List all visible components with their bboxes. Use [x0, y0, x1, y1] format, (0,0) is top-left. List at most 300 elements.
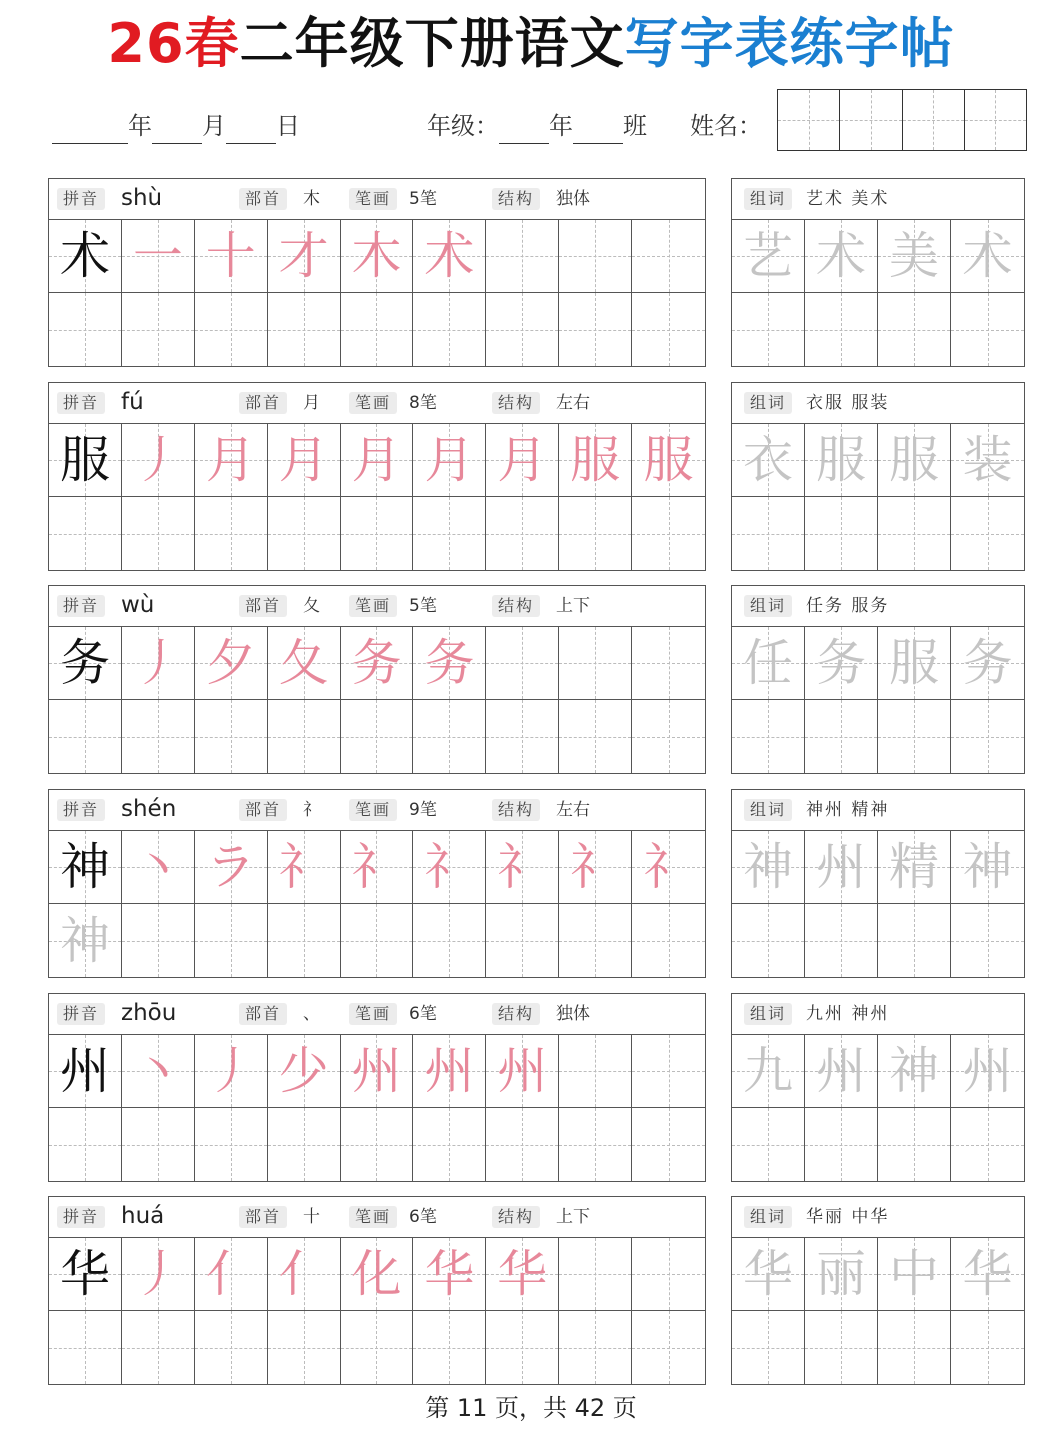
words-cell[interactable]	[805, 627, 878, 700]
practice-cell[interactable]	[559, 1238, 632, 1311]
strokes-value: 6笔	[409, 1004, 437, 1024]
words-grid	[732, 1238, 1024, 1384]
practice-cell	[49, 424, 122, 497]
practice-cell[interactable]	[486, 1311, 559, 1384]
char-info-header	[49, 179, 705, 220]
stroke-order-step: 礻	[570, 838, 621, 896]
stroke-order-step: 丿	[132, 1245, 183, 1303]
trace-word-character: 华	[962, 1245, 1013, 1303]
words-block-5	[731, 993, 1025, 1182]
char-block-3	[48, 585, 706, 774]
trace-word-character: 服	[816, 431, 866, 489]
words-cell[interactable]	[732, 293, 805, 366]
practice-cell[interactable]	[559, 293, 632, 366]
practice-cell[interactable]	[559, 904, 632, 977]
trace-word-character: 术	[816, 227, 866, 285]
words-cell[interactable]	[732, 1238, 805, 1311]
day-blank[interactable]	[226, 117, 276, 144]
practice-cell[interactable]	[413, 497, 486, 570]
stroke-order-cell	[486, 831, 559, 904]
stroke-order-step: 月	[278, 431, 329, 489]
strokes-value: 8笔	[409, 393, 437, 413]
radical-tag: 部首	[239, 595, 287, 617]
words-value: 华丽 中华	[806, 1207, 890, 1227]
practice-cell[interactable]	[559, 497, 632, 570]
practice-cell[interactable]	[49, 497, 122, 570]
stroke-order-cell	[195, 1238, 268, 1311]
stroke-order-cell	[559, 831, 632, 904]
stroke-order-step: 木	[351, 227, 402, 285]
words-cell[interactable]	[732, 700, 805, 773]
structure-tag: 结构	[492, 595, 540, 617]
words-value: 任务 服务	[806, 596, 890, 616]
words-header	[732, 790, 1024, 831]
practice-cell[interactable]	[341, 904, 414, 977]
stroke-order-cell	[486, 1035, 559, 1108]
trace-word-character: 神	[743, 838, 793, 896]
radical-tag: 部首	[239, 799, 287, 821]
practice-cell[interactable]	[49, 1108, 122, 1181]
radical-value: 礻	[303, 800, 320, 820]
structure-value: 左右	[556, 800, 590, 820]
words-block-4	[731, 789, 1025, 978]
practice-cell[interactable]	[632, 293, 705, 366]
words-header	[732, 994, 1024, 1035]
words-cell[interactable]	[732, 831, 805, 904]
trace-word-character: 务	[816, 634, 866, 692]
char-info-header	[49, 790, 705, 831]
trace-word-character: 神	[889, 1042, 939, 1100]
practice-cell[interactable]	[195, 293, 268, 366]
stroke-order-step: 才	[278, 227, 329, 285]
stroke-order-step: 务	[424, 634, 475, 692]
practice-cell[interactable]	[122, 1311, 195, 1384]
words-cell[interactable]	[805, 1035, 878, 1108]
strokes-value: 6笔	[409, 1207, 437, 1227]
month-label: 月	[202, 112, 226, 140]
practice-cell[interactable]	[413, 700, 486, 773]
structure-value: 上下	[556, 1207, 590, 1227]
practice-cell[interactable]	[559, 1108, 632, 1181]
practice-cell[interactable]	[122, 1108, 195, 1181]
title-part-3: 写字表练字帖	[624, 12, 955, 75]
stroke-order-step: 服	[570, 431, 621, 489]
words-tag: 组词	[744, 1003, 792, 1025]
practice-cell[interactable]	[632, 497, 705, 570]
stroke-order-step: 化	[351, 1245, 402, 1303]
date-line	[52, 108, 300, 144]
words-block-1	[731, 178, 1025, 367]
practice-cell[interactable]	[632, 1238, 705, 1311]
practice-cell[interactable]	[268, 497, 341, 570]
stroke-order-cell	[122, 1238, 195, 1311]
pinyin-tag: 拼音	[57, 1206, 105, 1228]
words-cell[interactable]	[732, 497, 805, 570]
trace-word-character: 衣	[743, 431, 793, 489]
pinyin-value: huá	[121, 1203, 165, 1229]
practice-cell[interactable]	[632, 1311, 705, 1384]
practice-cell[interactable]	[195, 1311, 268, 1384]
stroke-order-cell	[341, 1238, 414, 1311]
practice-cell	[49, 1238, 122, 1311]
stroke-order-cell	[122, 424, 195, 497]
stroke-order-cell	[122, 627, 195, 700]
char-block-6	[48, 1196, 706, 1385]
words-cell[interactable]	[732, 627, 805, 700]
words-cell[interactable]	[878, 904, 951, 977]
stroke-order-cell	[268, 1035, 341, 1108]
stroke-order-step: 礻	[424, 838, 475, 896]
words-cell[interactable]	[732, 424, 805, 497]
stroke-order-step: ラ	[205, 838, 256, 896]
words-cell[interactable]	[878, 1238, 951, 1311]
words-tag: 组词	[744, 188, 792, 210]
stroke-order-cell	[413, 1238, 486, 1311]
pinyin-value: fú	[121, 389, 144, 415]
name-cell[interactable]	[903, 90, 965, 150]
practice-cell[interactable]	[49, 293, 122, 366]
structure-value: 独体	[556, 189, 590, 209]
stroke-order-step: 丿	[132, 431, 183, 489]
stroke-order-cell	[413, 627, 486, 700]
practice-cell[interactable]	[486, 293, 559, 366]
name-cell[interactable]	[965, 90, 1026, 150]
practice-cell	[49, 1035, 122, 1108]
words-cell[interactable]	[805, 424, 878, 497]
words-grid	[732, 831, 1024, 977]
words-tag: 组词	[744, 392, 792, 414]
stroke-order-cell	[268, 424, 341, 497]
pinyin-value: shén	[121, 796, 177, 822]
stroke-order-step: 术	[424, 227, 475, 285]
practice-grid	[49, 1238, 705, 1384]
words-cell[interactable]	[878, 627, 951, 700]
practice-cell[interactable]	[413, 904, 486, 977]
grade-label: 年级：	[427, 112, 499, 140]
page-number: 第 11 页，共 42 页	[425, 1394, 637, 1422]
stroke-order-step: 服	[643, 431, 694, 489]
practice-cell[interactable]	[559, 1311, 632, 1384]
practice-cell[interactable]	[486, 627, 559, 700]
stroke-order-cell	[195, 220, 268, 293]
stroke-order-cell	[413, 220, 486, 293]
stroke-order-cell	[413, 831, 486, 904]
trace-word-character: 精	[889, 838, 939, 896]
name-boxes[interactable]	[777, 89, 1027, 151]
words-cell[interactable]	[732, 1311, 805, 1384]
grade-unit: 年	[549, 112, 573, 140]
stroke-order-step: 十	[205, 227, 256, 285]
stroke-order-step: 一	[132, 227, 183, 285]
trace-word-character: 九	[743, 1042, 793, 1100]
practice-cell[interactable]	[195, 904, 268, 977]
practice-cell[interactable]	[49, 1311, 122, 1384]
words-cell[interactable]	[732, 220, 805, 293]
char-block-2	[48, 382, 706, 571]
words-cell[interactable]	[878, 293, 951, 366]
structure-tag: 结构	[492, 392, 540, 414]
stroke-order-step: 月	[205, 431, 256, 489]
words-cell[interactable]	[878, 1311, 951, 1384]
practice-cell[interactable]	[632, 700, 705, 773]
radical-tag: 部首	[239, 1003, 287, 1025]
practice-cell[interactable]	[195, 497, 268, 570]
name-cell[interactable]	[778, 90, 840, 150]
day-label: 日	[276, 112, 300, 140]
practice-cell[interactable]	[413, 1108, 486, 1181]
practice-grid	[49, 424, 705, 570]
practice-cell[interactable]	[268, 1311, 341, 1384]
pinyin-tag: 拼音	[57, 188, 105, 210]
stroke-order-cell	[341, 424, 414, 497]
words-grid	[732, 1035, 1024, 1181]
stroke-order-step: 少	[278, 1042, 329, 1100]
stroke-order-cell	[268, 1238, 341, 1311]
pinyin-value: zhōu	[121, 1000, 177, 1026]
radical-value: 十	[303, 1207, 320, 1227]
practice-cell[interactable]	[632, 627, 705, 700]
grade-blank[interactable]	[499, 117, 549, 144]
words-cell[interactable]	[805, 293, 878, 366]
radical-value: 木	[303, 189, 320, 209]
structure-tag: 结构	[492, 1206, 540, 1228]
trace-character: 神	[59, 911, 110, 970]
practice-cell[interactable]	[413, 1311, 486, 1384]
practice-cell[interactable]	[486, 904, 559, 977]
title-part-2: 二年级下册语文	[239, 12, 625, 75]
stroke-order-cell	[341, 831, 414, 904]
practice-cell[interactable]	[486, 1108, 559, 1181]
class-line	[427, 108, 647, 144]
structure-value: 左右	[556, 393, 590, 413]
class-blank[interactable]	[573, 117, 623, 144]
pinyin-tag: 拼音	[57, 1003, 105, 1025]
strokes-tag: 笔画	[349, 1003, 397, 1025]
words-cell[interactable]	[951, 497, 1024, 570]
practice-cell[interactable]	[632, 1035, 705, 1108]
char-block-1	[48, 178, 706, 367]
stroke-order-cell	[195, 627, 268, 700]
practice-cell[interactable]	[49, 904, 122, 977]
words-grid	[732, 627, 1024, 773]
practice-cell[interactable]	[559, 700, 632, 773]
strokes-value: 5笔	[409, 596, 437, 616]
words-header	[732, 1197, 1024, 1238]
strokes-tag: 笔画	[349, 188, 397, 210]
stroke-order-cell	[632, 831, 705, 904]
words-cell[interactable]	[805, 700, 878, 773]
words-cell[interactable]	[878, 700, 951, 773]
practice-cell[interactable]	[195, 1108, 268, 1181]
trace-word-character: 务	[962, 634, 1013, 692]
strokes-tag: 笔画	[349, 392, 397, 414]
practice-cell[interactable]	[341, 1108, 414, 1181]
words-cell[interactable]	[805, 220, 878, 293]
words-cell[interactable]	[732, 1108, 805, 1181]
stroke-order-step: 礻	[278, 838, 329, 896]
practice-cell[interactable]	[268, 700, 341, 773]
words-cell[interactable]	[951, 1311, 1024, 1384]
practice-cell[interactable]	[122, 293, 195, 366]
strokes-value: 9笔	[409, 800, 437, 820]
model-character: 华	[59, 1245, 110, 1303]
stroke-order-step: 亻	[278, 1245, 329, 1303]
stroke-order-step: 月	[424, 431, 475, 489]
trace-word-character: 州	[816, 838, 866, 896]
stroke-order-step: 丿	[205, 1042, 256, 1100]
year-label: 年	[128, 112, 152, 140]
stroke-order-cell	[341, 1035, 414, 1108]
stroke-order-step: 华	[424, 1245, 475, 1303]
words-cell[interactable]	[805, 831, 878, 904]
model-character: 服	[59, 431, 110, 489]
name-cell[interactable]	[840, 90, 902, 150]
practice-grid	[49, 831, 705, 977]
practice-cell	[49, 627, 122, 700]
words-cell[interactable]	[951, 1238, 1024, 1311]
trace-word-character: 州	[962, 1042, 1013, 1100]
radical-tag: 部首	[239, 392, 287, 414]
stroke-order-cell	[341, 220, 414, 293]
words-cell[interactable]	[732, 1035, 805, 1108]
month-blank[interactable]	[152, 117, 202, 144]
stroke-order-cell	[486, 1238, 559, 1311]
words-cell[interactable]	[951, 627, 1024, 700]
radical-value: 夂	[303, 596, 320, 616]
stroke-order-cell	[559, 424, 632, 497]
words-cell[interactable]	[878, 1108, 951, 1181]
words-value: 衣服 服装	[806, 393, 890, 413]
words-grid	[732, 220, 1024, 366]
practice-cell[interactable]	[486, 497, 559, 570]
words-tag: 组词	[744, 1206, 792, 1228]
name-label: 姓名：	[690, 112, 762, 140]
stroke-order-step: 亻	[205, 1245, 256, 1303]
words-header	[732, 586, 1024, 627]
practice-cell[interactable]	[49, 700, 122, 773]
char-block-4	[48, 789, 706, 978]
stroke-order-cell	[341, 627, 414, 700]
stroke-order-cell	[632, 424, 705, 497]
practice-cell[interactable]	[341, 293, 414, 366]
trace-word-character: 美	[889, 227, 939, 285]
practice-cell[interactable]	[341, 497, 414, 570]
words-cell[interactable]	[878, 1035, 951, 1108]
practice-cell	[49, 220, 122, 293]
structure-tag: 结构	[492, 1003, 540, 1025]
model-character: 神	[59, 838, 110, 896]
trace-word-character: 艺	[743, 227, 793, 285]
structure-value: 上下	[556, 596, 590, 616]
practice-cell[interactable]	[559, 627, 632, 700]
practice-cell[interactable]	[559, 220, 632, 293]
stroke-order-step: 丶	[132, 1042, 183, 1100]
practice-cell[interactable]	[486, 220, 559, 293]
practice-cell[interactable]	[632, 1108, 705, 1181]
words-cell[interactable]	[951, 1108, 1024, 1181]
words-cell[interactable]	[805, 497, 878, 570]
practice-cell[interactable]	[268, 1108, 341, 1181]
words-cell[interactable]	[805, 1311, 878, 1384]
stroke-order-cell	[413, 1035, 486, 1108]
trace-word-character: 服	[889, 634, 939, 692]
stroke-order-step: 州	[424, 1042, 475, 1100]
words-cell[interactable]	[878, 220, 951, 293]
strokes-tag: 笔画	[349, 799, 397, 821]
model-character: 务	[59, 634, 110, 692]
words-cell[interactable]	[805, 1238, 878, 1311]
words-block-2	[731, 382, 1025, 571]
radical-tag: 部首	[239, 1206, 287, 1228]
words-cell[interactable]	[805, 1108, 878, 1181]
practice-cell[interactable]	[268, 293, 341, 366]
radical-value: 、	[303, 1004, 320, 1024]
practice-cell[interactable]	[413, 293, 486, 366]
practice-cell[interactable]	[122, 700, 195, 773]
char-info-header	[49, 383, 705, 424]
strokes-tag: 笔画	[349, 595, 397, 617]
model-character: 术	[59, 227, 110, 285]
practice-grid	[49, 1035, 705, 1181]
stroke-order-cell	[268, 627, 341, 700]
stroke-order-step: 礻	[351, 838, 402, 896]
practice-cell	[49, 831, 122, 904]
year-blank[interactable]	[52, 117, 128, 144]
words-cell[interactable]	[951, 293, 1024, 366]
practice-cell[interactable]	[632, 904, 705, 977]
words-value: 艺术 美术	[806, 189, 890, 209]
stroke-order-cell	[122, 831, 195, 904]
words-cell[interactable]	[951, 1035, 1024, 1108]
words-cell[interactable]	[951, 424, 1024, 497]
words-block-3	[731, 585, 1025, 774]
practice-cell[interactable]	[268, 904, 341, 977]
trace-word-character: 服	[889, 431, 939, 489]
pinyin-tag: 拼音	[57, 799, 105, 821]
stroke-order-step: 州	[497, 1042, 548, 1100]
words-cell[interactable]	[878, 497, 951, 570]
pinyin-value: shù	[121, 185, 163, 211]
class-unit: 班	[623, 112, 647, 140]
trace-word-character: 丽	[816, 1245, 866, 1303]
words-cell[interactable]	[805, 904, 878, 977]
words-cell[interactable]	[951, 831, 1024, 904]
stroke-order-step: 州	[351, 1042, 402, 1100]
words-cell[interactable]	[878, 424, 951, 497]
stroke-order-step: 华	[497, 1245, 548, 1303]
practice-cell[interactable]	[486, 700, 559, 773]
trace-word-character: 神	[962, 838, 1013, 896]
pinyin-value: wù	[121, 592, 155, 618]
stroke-order-cell	[195, 831, 268, 904]
practice-cell[interactable]	[341, 700, 414, 773]
words-tag: 组词	[744, 799, 792, 821]
words-cell[interactable]	[878, 831, 951, 904]
trace-word-character: 装	[962, 431, 1013, 489]
practice-cell[interactable]	[559, 1035, 632, 1108]
stroke-order-step: 月	[497, 431, 548, 489]
practice-cell[interactable]	[341, 1311, 414, 1384]
words-cell[interactable]	[951, 220, 1024, 293]
practice-cell[interactable]	[122, 904, 195, 977]
words-cell[interactable]	[951, 904, 1024, 977]
practice-cell[interactable]	[632, 220, 705, 293]
stroke-order-step: 丿	[132, 634, 183, 692]
practice-cell[interactable]	[122, 497, 195, 570]
words-cell[interactable]	[951, 700, 1024, 773]
practice-cell[interactable]	[195, 700, 268, 773]
words-cell[interactable]	[732, 904, 805, 977]
